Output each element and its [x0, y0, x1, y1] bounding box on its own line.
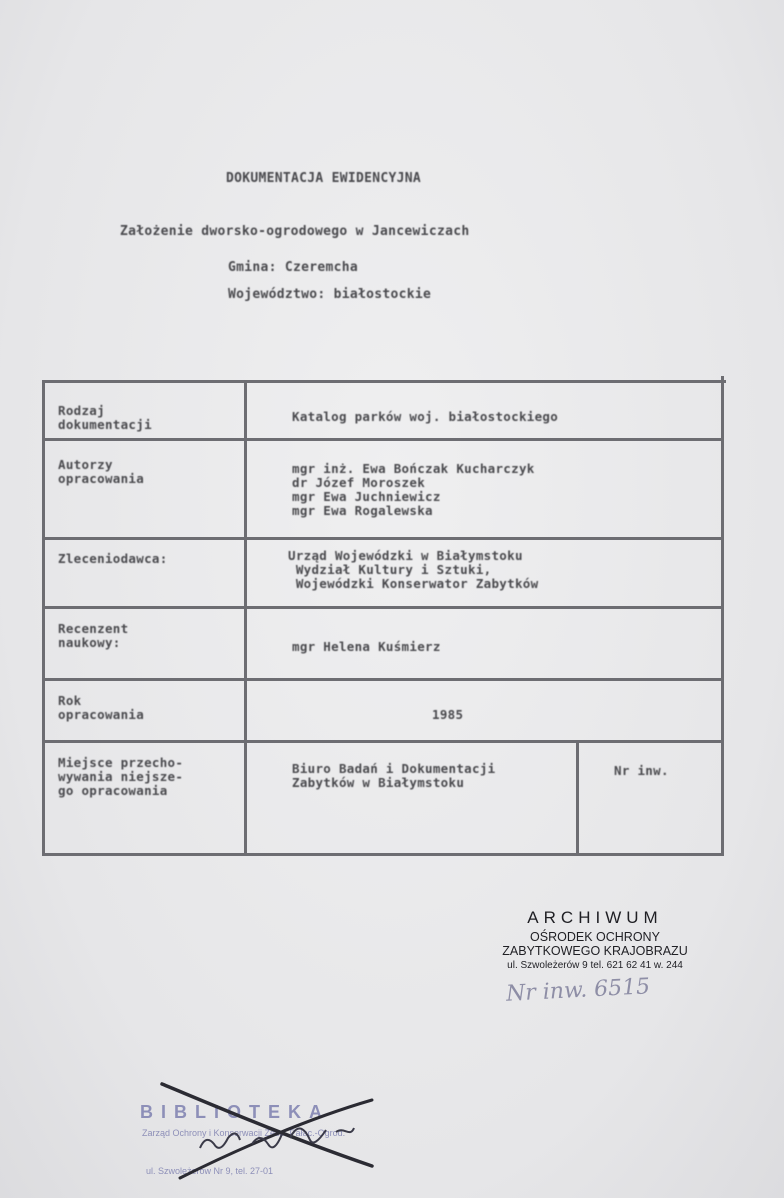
- archiwum-stamp: [484, 908, 706, 971]
- document-subtitle: Założenie dworsko-ogrodowego w Jancewiczach: [120, 224, 470, 239]
- row-label-rok: Rok opracowania: [58, 693, 145, 722]
- inventory-number-label: Nr inw.: [614, 763, 669, 778]
- biblioteka-stamp: [140, 1078, 390, 1188]
- biblioteka-stamp-line2: Zarząd Ochrony i Konserwacji Zesp. Pałac.-Ogrod.: [142, 1128, 346, 1138]
- biblioteka-stamp-address: ul. Szwoleżerów Nr 9, tel. 27-01: [146, 1166, 274, 1176]
- table-subcolumn-rule: [576, 740, 579, 854]
- biblioteka-stamp-title: BIBLIOTEKA: [140, 1102, 330, 1122]
- gmina-line: Gmina: Czeremcha: [228, 260, 359, 275]
- row-label-recenzent: Recenzent naukowy:: [58, 621, 129, 650]
- table-column-rule: [244, 380, 247, 856]
- archiwum-stamp-line2: OŚRODEK OCHRONY: [530, 930, 660, 944]
- wojewodztwo-line: Województwo: białostockie: [228, 287, 432, 302]
- row-value-zleceniodawca: Urząd Wojewódzki w Białymstoku Wydział Kultury i Sztuki, Wojewódzki Konserwator Zabytków: [288, 548, 539, 591]
- row-value-autorzy: mgr inż. Ewa Bończak Kucharczyk dr Józef Moroszek mgr Ewa Juchniewicz mgr Ewa Rogalewska: [292, 461, 535, 518]
- table-border-left: [42, 380, 45, 856]
- row-label-zleceniodawca: Zleceniodawca:: [58, 551, 168, 566]
- row-value-recenzent: mgr Helena Kuśmierz: [292, 639, 441, 654]
- table-rule: [42, 740, 724, 743]
- table-border-right: [721, 376, 724, 856]
- table-rule: [42, 537, 724, 540]
- row-label-miejsce: Miejsce przecho- wywania niejsze- go opracowania: [58, 755, 184, 798]
- archiwum-stamp-address: ul. Szwoleżerów 9 tel. 621 62 41 w. 244: [507, 960, 683, 971]
- row-label-autorzy: Autorzy opracowania: [58, 457, 145, 486]
- handwritten-inventory-note: Nr inw. 6515: [505, 974, 651, 1007]
- archiwum-stamp-line3: ZABYTKOWEGO KRAJOBRAZU: [502, 944, 688, 958]
- archiwum-stamp-title: ARCHIWUM: [527, 908, 663, 927]
- row-label-rodzaj: Rodzaj dokumentacji: [58, 403, 152, 432]
- table-border-top: [42, 380, 726, 383]
- table-rule: [42, 438, 724, 441]
- row-value-rodzaj: Katalog parków woj. białostockiego: [292, 409, 559, 424]
- table-rule: [42, 606, 724, 609]
- document-title: DOKUMENTACJA EWIDENCYJNA: [226, 171, 422, 186]
- table-border-bottom: [42, 853, 724, 856]
- biblioteka-cross-out: [140, 1078, 390, 1188]
- table-rule: [42, 678, 724, 681]
- row-value-rok: 1985: [432, 707, 464, 722]
- row-value-miejsce: Biuro Badań i Dokumentacji Zabytków w Białymstoku: [292, 761, 496, 790]
